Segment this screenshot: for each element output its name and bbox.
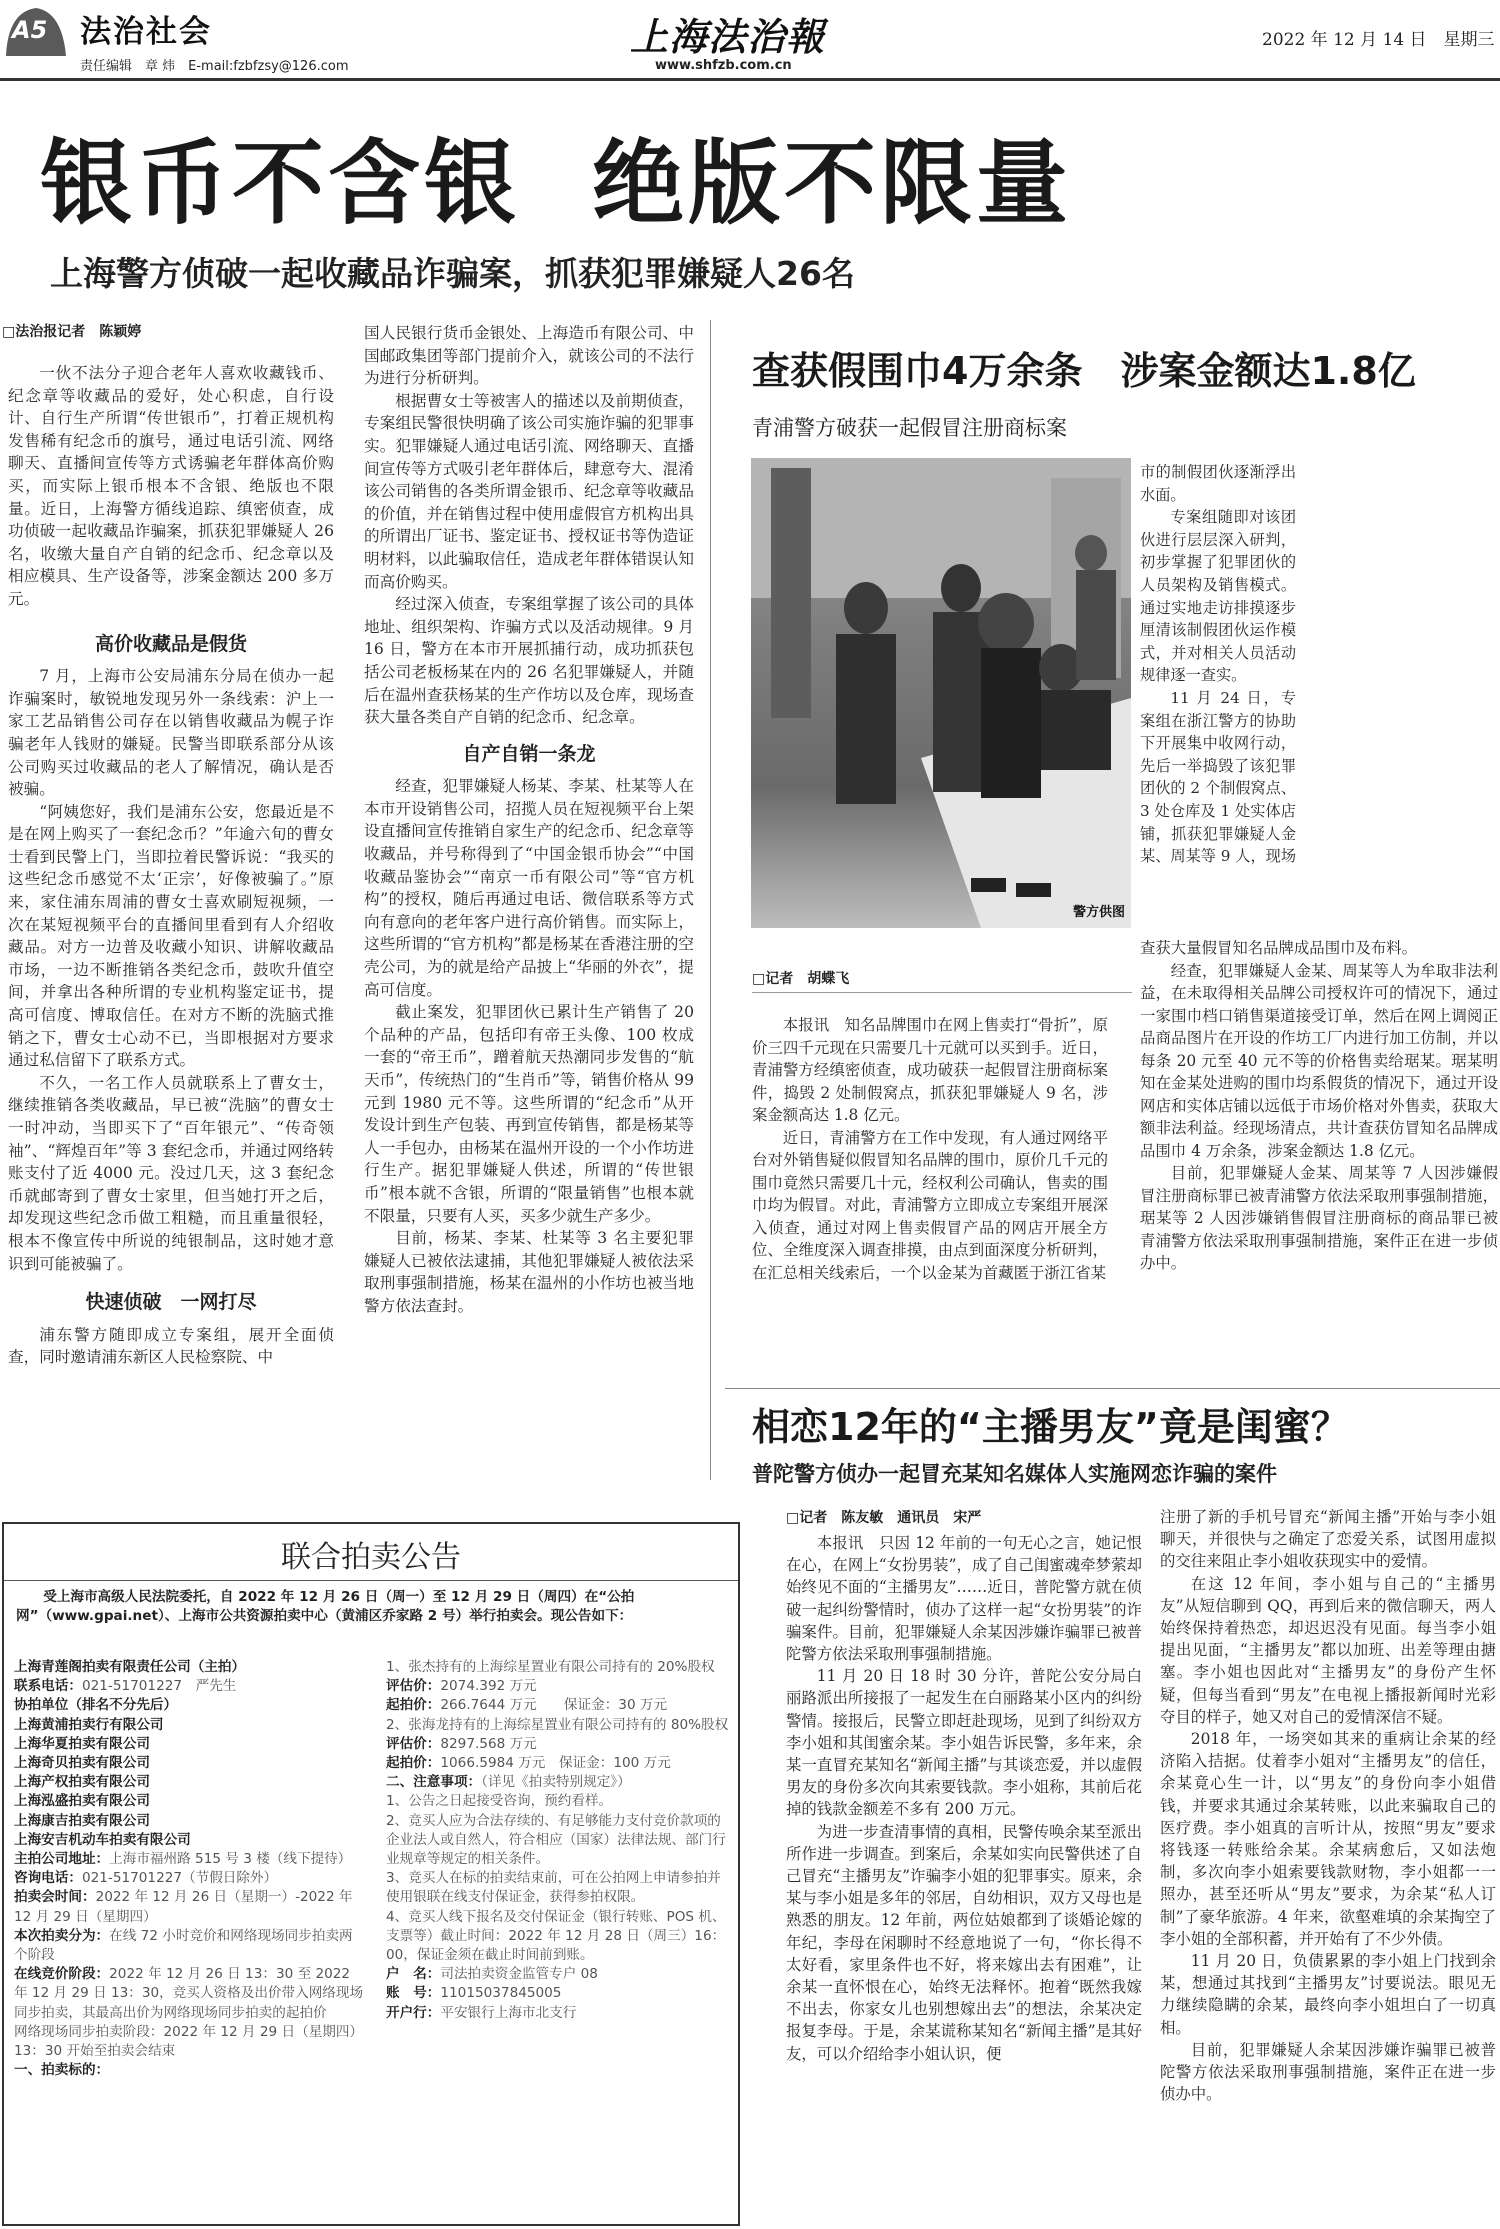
paragraph: 截止案发，犯罪团伙已累计生产销售了 20 个品种的产品，包括印有帝王头像、100 枚成一套的“帝王币”，蹭着航天热潮同步发售的“航天币”，传统热门的“生肖币”等，销售价格从 99 元到 1980 元不等。这些所谓的“纪念币”从开发设计到生产包装、再到宣传销售，都是杨某等人一手包办，由杨某在温州开设的一个小作坊进行生产。据犯罪嫌疑人供述，所谓的“传世银币”根本就不含银，所谓的“限量销售”也根本就不限量，只要有人买，买多少就生产多少。: [364, 1003, 694, 1225]
story2-subheadline: 青浦警方破获一起假冒注册商标案: [752, 416, 1067, 440]
story2-side-column: [1140, 461, 1296, 935]
story3-headline: 相恋12年的“主播男友”竟是闺蜜？: [752, 1405, 1349, 1449]
lead-subheadline: 上海警方侦破一起收藏品诈骗案，抓获犯罪嫌疑人26名: [50, 254, 855, 293]
auction-line: 户 名：司法拍卖资金监管专户 08: [386, 1966, 598, 1983]
paragraph: 在这 12 年间，李小姐与自己的“主播男友”从短信聊到 QQ，再到后来的微信聊天，两人始终保持着热恋，却迟迟没有见面。每当李小姐提出见面，“主播男友”都以加班、出差等理由搪塞。李小姐也因此对“主播男友”的身份产生怀疑，但每当看到“男友”在电视上播报新闻时光彩夺目的样子，她又对自己的爱情深信不疑。: [1160, 1574, 1496, 1726]
story-divider: [725, 1388, 1500, 1389]
paragraph: 经查，犯罪嫌疑人杨某、李某、杜某等人在本市开设销售公司，招揽人员在短视频平台上架设直播间宣传推销自家生产的纪念币、纪念章等收藏品，并号称得到了“中国金银币协会”“中国收藏品鉴协会”“南京一币有限公司”等“官方机构”的授权，随后再通过电话、微信联系等方式向有意向的老年客户进行高价销售。而实际上，这些所谓的“官方机构”都是杨某在香港注册的空壳公司，为的就是给产品披上“华丽的外衣”，提高可信度。: [364, 777, 694, 999]
auction-line: 网络现场同步拍卖阶段：2022 年 12 月 29 日（星期四）13：30 开始至拍卖会结束: [14, 2023, 364, 2060]
story2-photo: [751, 458, 1131, 928]
column-divider: [710, 320, 711, 1480]
auction-line: 起拍价：1066.5984 万元 保证金：100 万元: [386, 1755, 671, 1772]
story3-column-1: [786, 1532, 1142, 2224]
auction-line: 上海泓盛拍卖有限公司: [14, 1793, 150, 1810]
paragraph: 本报讯 只因 12 年前的一句无心之言，她记恨在心，在网上“女扮男装”，成了自己闺蜜魂牵梦萦却始终见不面的“主播男友”……近日，普陀警方就在侦破一起纠纷警情时，侦办了这样一起“女扮男装”的诈骗案件。目前，犯罪嫌疑人余某因涉嫌诈骗罪已被普陀警方依法采取刑事强制措施。: [786, 1534, 1142, 1664]
auction-line: 上海黄浦拍卖行有限公司: [14, 1716, 164, 1733]
paragraph: 经查，犯罪嫌疑人金某、周某等人为牟取非法利益，在未取得相关品牌公司授权许可的情况下，通过一家围巾档口销售渠道接受订单，然后在网上调阅正品商品图片在开设的作坊工厂内进行加工仿制，并以每条 20 元至 40 元不等的价格售卖给琚某。琚某明知在金某处进购的围巾均系假货的情况下，通过开设网店和实体店铺以远低于市场价格对外售卖，获取大额非法利益。经现场清点，共计查获仿冒知名品牌成品围巾 4 万余条，涉案金额达 1.8 亿元。: [1140, 961, 1498, 1160]
auction-line: 起拍价：266.7644 万元 保证金：30 万元: [386, 1697, 668, 1714]
story3-subheadline: 普陀警方侦办一起冒充某知名媒体人实施网恋诈骗的案件: [752, 1462, 1277, 1486]
auction-line: 上海安吉机动车拍卖有限公司: [14, 1831, 191, 1848]
auction-right-column: [386, 1658, 730, 2023]
paragraph: 目前，犯罪嫌疑人金某、周某等 7 人因涉嫌假冒注册商标罪已被青浦警方依法采取刑事强制措施，琚某等 2 人因涉嫌销售假冒注册商标的商品罪已被青浦警方依法采取刑事强制措施，案件正在进一步侦办中。: [1140, 1164, 1498, 1272]
paragraph: 经过深入侦查，专案组掌握了该公司的具体地址、组织架构、诈骗方式以及活动规律。9 月 16 日，警方在本市开展抓捕行动，成功抓获包括公司老板杨某在内的 26 名犯罪嫌疑人，并随后在温州查获杨某的生产作坊以及仓库，现场查获大量各类自产自销的纪念币、纪念章。: [364, 595, 694, 727]
paragraph: 市的制假团伙逐渐浮出水面。: [1140, 463, 1296, 504]
auction-line: 账 号：11015037845005: [386, 1985, 562, 2002]
paragraph: 国人民银行货币金银处、上海造币有限公司、中国邮政集团等部门提前介入，就该公司的不法行为进行分析研判。: [364, 324, 694, 388]
issue-date: 2022 年 12 月 14 日 星期三: [1262, 30, 1495, 50]
auction-line: 上海青莲阁拍卖有限责任公司（主拍）: [14, 1659, 246, 1675]
website: www.shfzb.com.cn: [655, 58, 792, 73]
lead-subhead-2: 快速侦破 一网打尽: [85, 1291, 257, 1314]
auction-line: 上海华夏拍卖有限公司: [14, 1735, 150, 1752]
auction-line: 评估价：2074.392 万元: [386, 1678, 537, 1695]
editor-line: 责任编辑 章 炜 E-mail:fzbfzsy@126.com: [80, 59, 349, 74]
paragraph: 11 月 24 日，专案组在浙江警方的协助下开展集中收网行动，先后一举捣毁了该犯罪团伙的 2 个制假窝点、3 处仓库及 1 处实体店铺，抓获犯罪嫌疑人金某、周某等 9 人，现场: [1140, 688, 1296, 866]
lead-column-1: [8, 362, 334, 1470]
paragraph: 11 月 20 日，负债累累的李小姐上门找到余某，想通过其找到“主播男友”讨要说法。眼见无力继续隐瞒的余某，最终向李小姐坦白了一切真相。: [1160, 1952, 1496, 2037]
auction-left-column: [14, 1658, 366, 2080]
auction-line: 2、竞买人应为合法存续的、有足够能力支付竞价款项的企业法人或自然人，符合相应（国家）法律法规、部门行业规章等规定的相关条件。: [386, 1812, 726, 1868]
story2-headline: 查获假围巾4万余条 涉案金额达1.8亿: [752, 349, 1416, 393]
paragraph: 注册了新的手机号冒充“新闻主播”开始与李小姐聊天，并很快与之确定了恋爱关系，试图用虚拟的交往来阻止李小姐收获现实中的爱情。: [1160, 1508, 1496, 1571]
lead-subhead-1: 高价收藏品是假货: [94, 632, 247, 655]
auction-title: 联合拍卖公告: [281, 1540, 461, 1575]
paragraph: 目前，杨某、李某、杜某等 3 名主要犯罪嫌疑人已被依法逮捕，其他犯罪嫌疑人被依法采取刑事强制措施，杨某在温州的小作坊也被当地警方依法查封。: [364, 1229, 694, 1315]
auction-line: 上海产权拍卖有限公司: [14, 1774, 150, 1791]
paragraph: 根据曹女士等被害人的描述以及前期侦查，专案组民警很快明确了该公司实施诈骗的犯罪事实。犯罪嫌疑人通过电话引流、网络聊天、直播间宣传等方式吸引老年群体后，肆意夸大、混淆该公司销售的各类所谓金银币、纪念章等收藏品的价值，并在销售过程中使用虚假官方机构出具的所谓出厂证书、鉴定证书、授权证书等伪造证明材料，以此骗取信任，造成老年群体错误认知而高价购买。: [364, 391, 694, 591]
page-badge: [2, 4, 70, 60]
lead-byline: □法治报记者 陈颖婷: [2, 324, 142, 340]
paragraph: 专案组随即对该团伙进行层层深入研判，初步掌握了犯罪团伙的人员架构及销售模式。通过实地走访排摸逐步厘清该制假团伙运作模式，并对相关人员活动规律逐一查实。: [1140, 508, 1296, 685]
paragraph: 为进一步查清事情的真相，民警传唤余某至派出所作进一步调查。到案后，余某如实向民警供述了自己冒充“主播男友”诈骗李小姐的犯罪事实。原来，余某与李小姐是多年的邻居，自幼相识，双方又母也是熟悉的朋友。12 年前，两位姑娘都到了谈婚论嫁的年纪，李母在闲聊时不经意地说了一句，“你长得不太好看，家里条件也不好，将来嫁出去有困难”，让余某一直怀恨在心，始终无法释怀。抱着“既然我嫁不出去，你家女儿也别想嫁出去”的想法，余某决定报复李母。于是，余某谎称某知名“新闻主播”是其好友，可以介绍给李小姐认识，便: [786, 1822, 1142, 2063]
byline-rule: [752, 992, 1132, 993]
auction-line: 主拍公司地址：上海市福州路 515 号 3 楼（线下提待）: [14, 1851, 352, 1868]
lead-column-2: [364, 322, 694, 1472]
auction-line: 联系电话：021-51701227 严先生: [14, 1678, 237, 1695]
auction-intro: 受上海市高级人民法院委托，自 2022 年 12 月 26 日（周一）至 12 月 29 日（周四）在“公拍网”（www.gpai.net）、上海市公共资源拍卖中心（黄浦区乔家路 2 号）举行拍卖会。现公告如下：: [16, 1589, 635, 1625]
story2-right-column: [1140, 937, 1498, 1393]
auction-notice: [2, 1522, 740, 2226]
auction-line: 在线竞价阶段：2022 年 12 月 26 日 13：30 至 2022 年 12 月 29 日 13：30，竞买人资格及出价带入网络现场同步拍卖，其最高出价为网络现场同步拍卖的起拍价: [14, 1966, 364, 2021]
lead-headline: 银币不含银 绝版不限量: [40, 130, 1073, 237]
auction-line: 2、张海龙持有的上海综星置业有限公司持有的 80%股权: [386, 1716, 729, 1733]
paragraph: 浦东警方随即成立专案组，展开全面侦查，同时邀请浦东新区人民检察院、中: [8, 1325, 334, 1367]
story2-byline: □记者 胡蝶飞: [752, 971, 850, 987]
auction-line: 1、张杰持有的上海综星置业有限公司持有的 20%股权: [386, 1659, 715, 1675]
story3-column-2: [1160, 1506, 1496, 2224]
page-number: A5: [12, 16, 48, 44]
auction-line: 开户行：平安银行上海市北支行: [386, 2004, 577, 2021]
auction-line: 评估价：8297.568 万元: [386, 1735, 537, 1752]
story2-body: [752, 1014, 1108, 1390]
section-title: 法治社会: [80, 14, 212, 50]
paragraph: 目前，犯罪嫌疑人余某因涉嫌诈骗罪已被普陀警方依法采取刑事强制措施，案件正在进一步侦办中。: [1160, 2040, 1496, 2104]
paragraph: 近日，青浦警方在工作中发现，有人通过网络平台对外销售疑似假冒知名品牌的围巾，原价几千元的围巾竟然只需要几十元，经权利公司确认，售卖的围巾均为假冒。对此，青浦警方立即成立专案组开展深入侦查，通过对网上售卖假冒产品的网店开展全方位、全维度深入调查排摸，由点到面深度分析研判，在汇总相关线索后，一个以金某为首藏匿于浙江省某: [752, 1128, 1108, 1282]
photo-credit: 警方供图: [1072, 905, 1125, 920]
paragraph: 11 月 20 日 18 时 30 分许，普陀公安分局白丽路派出所接报了一起发生在白丽路某小区内的纠纷警情。接报后，民警立即赶赴现场，见到了纠纷双方李小姐和其闺蜜余某。李小姐告诉民警，多年来，余某一直冒充某知名“新闻主播”与其谈恋爱，并以虚假男友的身份多次向其索要钱款。李小姐称，其前后花掉的钱款金额差不多有 200 万元。: [786, 1667, 1142, 1819]
auction-line: 协拍单位（排名不分先后）: [14, 1697, 178, 1714]
auction-line: 3、竞买人在标的拍卖结束前，可在公拍网上申请参拍并使用银联在线支付保证金，获得参拍权限。: [386, 1870, 721, 1906]
paragraph: 不久，一名工作人员就联系上了曹女士，继续推销各类收藏品，早已被“洗脑”的曹女士一时冲动，当即买下了“百年银元”、“传奇领袖”、“辉煌百年”等 3 套纪念币，并通过网络转账支付了近 4000 元。没过几天，这 3 套纪念币就邮寄到了曹女士家里，但当她打开之后，却发现这些纪念币做工粗糙，而且重量很轻，根本不像宣传中所说的纯银制品，这时她才意识到可能被骗了。: [8, 1073, 334, 1273]
masthead-rule: [0, 78, 1500, 81]
auction-line: 上海康吉拍卖有限公司: [14, 1812, 150, 1829]
auction-line: 一、拍卖标的：: [14, 2062, 110, 2079]
paragraph: 查获大量假冒知名品牌成品围巾及布料。: [1140, 939, 1418, 957]
auction-line: 咨询电话：021-51701227（节假日除外）: [14, 1870, 278, 1887]
auction-title-rule: [4, 1580, 738, 1581]
story3-byline: □记者 陈友敏 通讯员 宋严: [786, 1510, 982, 1526]
auction-line: 1、公告之日起接受咨询，预约看样。: [386, 1793, 613, 1810]
paragraph: 一伙不法分子迎合老年人喜欢收藏钱币、纪念章等收藏品的爱好，处心积虑，自行设计、自行生产所谓“传世银币”，打着正规机构发售稀有纪念币的旗号，通过电话引流、网络聊天、直播间宣传等方式诱骗老年群体高价购买，而实际上银币根本不含银、绝版也不限量。近日，上海警方循线追踪、缜密侦查，成功侦破一起收藏品诈骗案，抓获犯罪嫌疑人 26 名，收缴大量自产自销的纪念币、纪念章以及相应模具、生产设备等，涉案金额达 200 多万元。: [8, 364, 334, 608]
auction-line: 4、竞买人线下报名及交付保证金（银行转账、POS 机、支票等）截止时间：2022 年 12 月 28 日（周三）16：00，保证金须在截止时间前到账。: [386, 1908, 726, 1964]
paragraph: 2018 年，一场突如其来的重病让余某的经济陷入拮据。仗着李小姐对“主播男友”的信任，余某竟心生一计，以“男友”的身份向李小姐借钱，并要求其通过余某转账，以此来骗取自己的医疗费。李小姐真的言听计从，按照“男友”要求将钱逐一转账给余某。余某病愈后，又如法炮制，多次向李小姐索要钱款财物，李小姐都一一照办，甚至还听从“男友”要求，为余某“私人订制”了豪华旅游。4 年来，欲壑难填的余某掏空了李小姐的全部积蓄，并开始有了不少外债。: [1160, 1730, 1496, 1948]
paragraph: 7 月，上海市公安局浦东分局在侦办一起诈骗案时，敏锐地发现另外一条线索：沪上一家工艺品销售公司存在以销售收藏品为幌子诈骗老年人钱财的嫌疑。民警当即联系部分从该公司购买过收藏品的老人了解情况，确认是否被骗。: [8, 667, 334, 799]
auction-line: 上海奇贝拍卖有限公司: [14, 1755, 150, 1772]
auction-line: 拍卖会时间：2022 年 12 月 26 日（星期一）-2022 年 12 月 29 日（星期四）: [14, 1889, 353, 1925]
paragraph: “阿姨您好，我们是浦东公安，您最近是不是在网上购买了一套纪念币？”年逾六旬的曹女士看到民警上门，当即拉着民警诉说：“我买的这些纪念币感觉不太‘正宗’，好像被骗了。”原来，家住浦东周浦的曹女士喜欢刷短视频，一次在某短视频平台的直播间里看到有人介绍收藏品。对方一边普及收藏小知识、讲解收藏品市场，一边不断推销各类纪念币，鼓吹升值空间，并拿出各种所谓的专业机构鉴定证书，提高可信度、博取信任。在对方不断的洗脑式推销之下，曹女士心动不已，当即根据对方要求通过私信留下了联系方式。: [8, 802, 334, 1070]
newspaper-name: 上海法治報: [630, 14, 826, 59]
auction-line: 二、注意事项：（详见《拍卖特别规定》）: [386, 1774, 631, 1791]
lead-subhead-3: 自产自销一条龙: [462, 742, 596, 765]
auction-line: 本次拍卖分为：在线 72 小时竞价和网络现场同步拍卖两个阶段: [14, 1927, 353, 1964]
paragraph: 本报讯 知名品牌围巾在网上售卖打“骨折”，原价三四千元现在只需要几十元就可以买到手。近日，青浦警方经缜密侦查，成功破获一起假冒注册商标案件，捣毁 2 处制假窝点，抓获犯罪嫌疑人 9 名，涉案金额高达 1.8 亿元。: [752, 1016, 1108, 1124]
